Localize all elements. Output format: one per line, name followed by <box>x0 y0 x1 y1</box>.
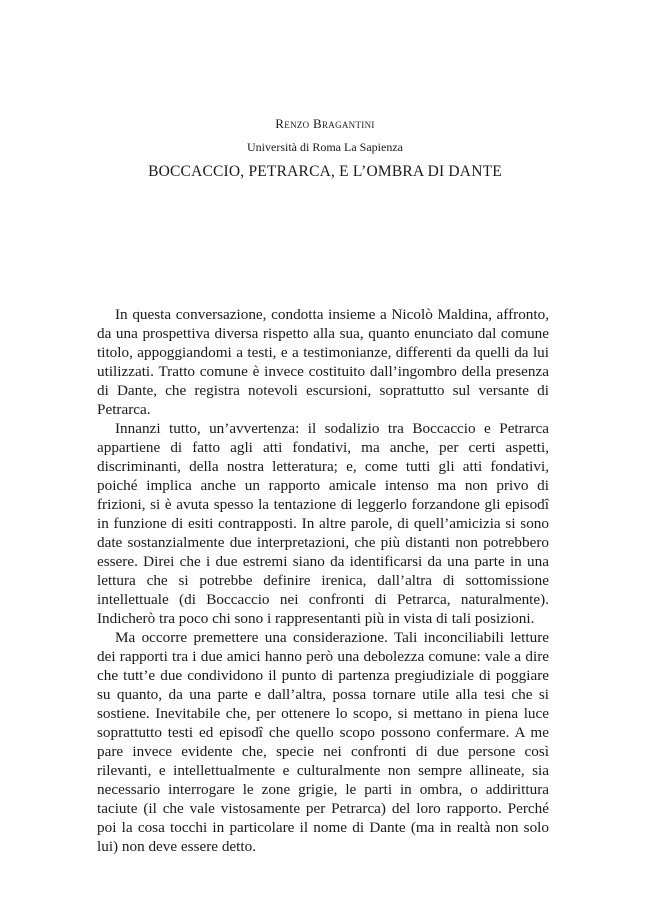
article-title: BOCCACCIO, PETRARCA, E L’OMBRA DI DANTE <box>148 163 502 180</box>
paragraph-2: Innanzi tutto, un’avvertenza: il sodalizio tra Boccaccio e Petrarca appartiene di fatto agli atti fondativi, ma anche, per certi aspetti, discriminanti, della nostra letteratura; e, come tutti gli atti fondativi, poiché implica anche un rapporto amicale intenso ma non privo di frizioni, si è avuta spesso la tentazione di leggerlo forzandone gli episodî in funzione di esiti contrapposti. In altre parole, di quell’amicizia si sono date sostanzialmente due interpretazioni, che più distanti non potrebbero essere. Direi che i due estremi siano da identificarsi da una parte in una lettura che si potrebbe definire irenica, dall’altra di sottomissione intellettuale (di Boccaccio nei confronti di Petrarca, naturalmente). Indicherò tra poco chi sono i rappresentanti più in vista di tali posizioni. <box>97 420 549 627</box>
author-affiliation: Università di Roma La Sapienza <box>247 140 403 154</box>
author-name: Renzo Bragantini <box>275 116 375 131</box>
article-body <box>97 305 549 856</box>
paragraph-3: Ma occorre premettere una considerazione. Tali inconciliabili letture dei rapporti tra i due amici hanno però una debolezza comune: vale a dire che tutt’e due condividono il punto di partenza pregiudiziale di poggiare su quanto, da una parte e dall’altra, possa tornare utile alla tesi che si sostiene. Inevitabile che, per ottenere lo scopo, si mettano in piena luce soprattutto testi ed episodî che quello scopo possono confermare. A me pare invece evidente che, specie nei confronti di due persone così rilevanti, e intellettualmente e culturalmente non sempre allineate, sia necessario interrogare le zone grigie, le parti in ombra, o addirittura taciute (il che vale vistosamente per Petrarca) del loro rapporto. Perché poi la cosa tocchi in particolare il nome di Dante (ma in realtà non solo lui) non deve essere detto. <box>97 629 549 855</box>
paragraph-1: In questa conversazione, condotta insieme a Nicolò Maldina, affronto, da una prospettiva diversa rispetto alla sua, quanto enunciato dal comune titolo, appoggiandomi a testi, e a testimonianze, differenti da quelli da lui utilizzati. Tratto comune è invece costituito dall’ingombro della presenza di Dante, che registra notevoli escursioni, soprattutto sul versante di Petrarca. <box>97 306 549 418</box>
